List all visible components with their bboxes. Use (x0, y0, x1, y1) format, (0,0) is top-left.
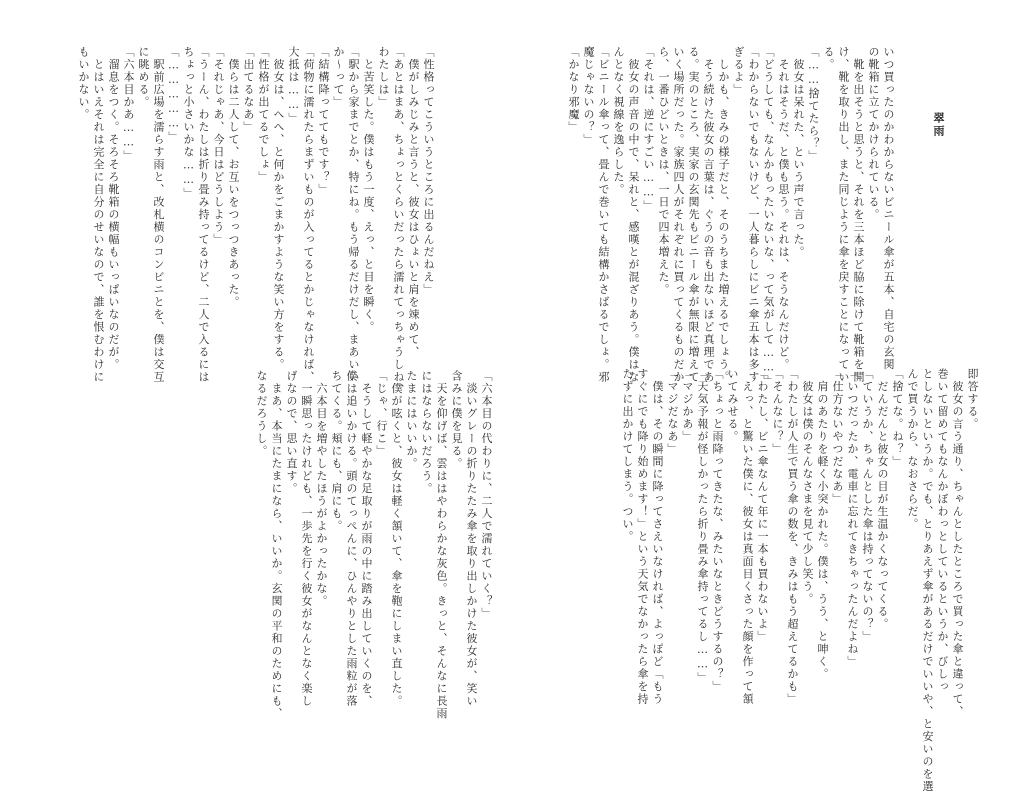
story-title: 翠雨 (932, 112, 945, 138)
text-bottom-right: 即答する。 彼女の言う通り、ちゃんとしたところで買った傘と違って、 巻いて留めてもなんかぼわっとしているというか、びしっ としないというか。でも、とりあえず傘があるだけでいいや、と安いのを選 んで買うから、なおさらだ。 「捨てな。ね？」 だんだんと彼女の目が生温かくなってくる。 「ていうか、ちゃんとした傘は持ってないの？」 「いつだったか、電車に忘れてきちゃったんだよね」 「仕方ないやつだなあ」 肩のあたりを軽く小突かれた。僕は、うう、と呻く。 彼女は僕のそんなさまを見て少し笑う。 「わたしが人生で買う傘の数を、きみはもう超えてるかも」 「そんなに？」 「わたし、ビニ傘なんて年に一本も買わないよ」 えっ、と驚いた僕に、彼女は真面目くさった顔を作って頷 いてみせる。 「ちょっと雨降ってきたな、みたいなときどうするの？」 「天気予報が怪しかったら折り畳み傘持ってるし……」 「マジかあ」 「マジだなあ」 僕は、その瞬間に降ってさえいなければ、よっぽど「もう すぐにでも降り始めます！」という天気でなかったら傘を持 たずに出かけてしまう。つい。 (621, 368, 979, 793)
text-bottom-left: 「六本目の代わりに、二人で濡れていく？」 淡いグレーの折りたたみ傘を取り出しかけた彼女が、笑い 含みに僕を見る。 天を仰げば、雲ははやわらかな灰色。きっと、そんなに長雨 にはならないだろう。 たまにはいいか。 僕が呟くと、彼女は軽く頷いて、傘を鞄にしまい直した。 「じゃ、行こ」 そうして軽やかな足取りが雨の中に踏み出していくのを、 僕は追いかける。頭のてっぺんに、ひんやりとした雨粒が落 ちてくる。頬にも、肩にも。 六本目を増やしたほうがよかったかな。 一瞬思ったけれども、一歩先を行く彼女がなんとなく楽し げなので、思い直す。 まあ、本当にたまになら、いいか。玄関の平和のためにも、 なるだろうし。 (255, 370, 493, 720)
text-top-left: 「性格ってこういうところに出るんだねえ」 僕がしみじみと言うと、彼女はひょいと肩を竦めて、 「あとはまあ、ちょっとくらいだったら濡れてっちゃうしね、 わたしは」 と苦笑した。僕はもう一度、えっ、と目を瞬く。 「駅から家までとか、特にね。もう帰るだけだし、まあいい か～って」 「結構降っててもです？」 「荷物に濡れたらまずいものが入ってるとかじゃなければ、 大抵は……」 彼女は、へへ、と何かをごまかすような笑い方をする。 「性格が出てるでしょ」 「出てるなあ」 僕らは二人して、お互いをつっつきあった。 「それじゃあ、今日はどうしよう」 「うーん、わたしは折り畳み持ってるけど、二人で入るには ちょっと小さいかな……」 「……………」 駅前広場を濡らす雨と、改札横のコンビニとを、僕は交互 に眺める。 「六本目かあ……」 溜息をつく。そろそろ靴箱の横幅もいっぱいなのだが。 とはいえそれは完全に自分のせいなので、誰を恨むわけに もいかない。 (77, 46, 435, 396)
text-top-right: いつ買ったのかわからないビニール傘が五本、自宅の玄関 の靴箱に立てかけられている。 靴を出そうと思うと、それを三本ほど脇に除けて靴箱を開 け、靴を取り出し、また同じように傘を戻すことになってい る。 「……捨てたら？」 彼女は呆れた、という声で言った。 それはそうだ、と僕も思う。それは、そうなんだけど。 「どうしても、なんかもったいないな、って気がして……」 「わからないでもないけど、一人暮らしにビニ傘五本は多す ぎるよ」 しかも、きみの様子だと、そのうちまた増えるでしょう。 そう続けた彼女の言葉は、ぐうの音も出ないほど真理であ る。実のところ、実家の玄関先もビニール傘が無限に増えて いく場所だった。家族四人がそれぞれに買ってくるものだか ら、一番ひどいときは、一日で四本増えた。 「それは、逆にすごい……」 彼女の声音の中で、呆れと、感嘆とが混ざりあう。僕はな んとなく視線を逸らした。 「ビニール傘って、畳んで巻いても結構かさばるでしょ。邪 魔じゃないの？」 「かなり邪魔」 (567, 46, 895, 388)
